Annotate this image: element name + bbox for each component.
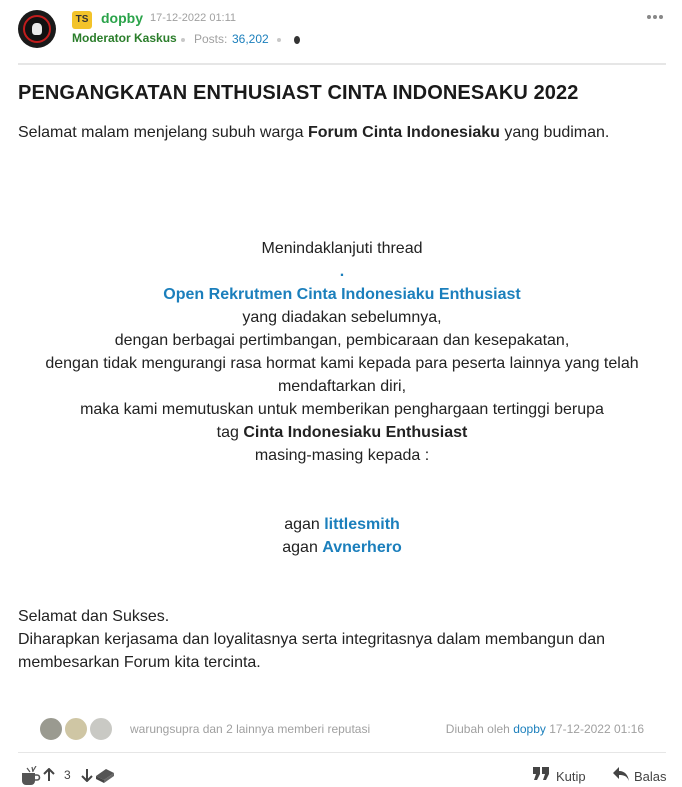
post-intro bbox=[18, 124, 609, 142]
separator-dot bbox=[181, 38, 185, 42]
closing-line: Selamat dan Sukses. bbox=[18, 608, 170, 625]
intro-prefix: Selamat malam menjelang subuh warga bbox=[18, 124, 308, 141]
quote-button[interactable]: Kutip bbox=[556, 769, 586, 784]
post-header bbox=[18, 8, 666, 58]
body-line: dengan berbagai pertimbangan, pembicaraan dan kesepakatan, bbox=[114, 332, 570, 349]
post-title: PENGANGKATAN ENTHUSIAST CINTA INDONESAKU 2022 bbox=[18, 82, 579, 104]
body-line: dengan tidak mengurangi rasa hormat kami kepada para peserta lainnya yang telah bbox=[45, 355, 639, 372]
intro-suffix: yang budiman. bbox=[499, 124, 610, 141]
reputation-avatar[interactable] bbox=[88, 716, 114, 742]
reply-button[interactable]: Balas bbox=[634, 769, 667, 784]
quote-icon[interactable] bbox=[532, 766, 550, 782]
body-line: tag Cinta Indonesiaku Enthusiast bbox=[216, 424, 468, 441]
post-timestamp: 17-12-2022 01:11 bbox=[150, 12, 237, 24]
closing-text bbox=[18, 605, 666, 674]
user-avatar[interactable] bbox=[18, 10, 56, 48]
cendol-cup-icon[interactable] bbox=[20, 766, 42, 786]
reputation-text[interactable]: warungsupra dan 2 lainnya memberi reputasi bbox=[130, 722, 371, 736]
tag-name: Cinta Indonesiaku Enthusiast bbox=[243, 424, 468, 441]
ts-badge: TS bbox=[72, 11, 92, 29]
body-line: maka kami memutuskan untuk memberikan penghargaan tertinggi berupa bbox=[80, 401, 604, 418]
downvote-arrow-icon[interactable] bbox=[80, 768, 94, 782]
user-role: Moderator Kaskus bbox=[72, 31, 177, 45]
awardee-line: agan Avnerhero bbox=[282, 539, 402, 556]
footer-divider bbox=[18, 752, 666, 753]
body-line: mendaftarkan diri, bbox=[277, 378, 407, 395]
awardee-link-avnerhero[interactable]: Avnerhero bbox=[322, 539, 402, 556]
action-bar bbox=[18, 762, 666, 787]
bata-brick-icon[interactable] bbox=[94, 766, 116, 784]
thread-link[interactable]: Open Rekrutmen Cinta Indonesiaku Enthusiast bbox=[163, 286, 521, 303]
more-options-icon[interactable] bbox=[646, 12, 664, 22]
vote-count: 3 bbox=[64, 768, 71, 782]
reputation-avatar[interactable] bbox=[63, 716, 89, 742]
closing-line: Diharapkan kerjasama dan loyalitasnya serta integritasnya dalam membangun dan membesarkan Forum kita tercinta. bbox=[18, 631, 605, 671]
upvote-arrow-icon[interactable] bbox=[42, 768, 56, 782]
reputation-avatar[interactable] bbox=[38, 716, 64, 742]
header-divider bbox=[18, 63, 666, 65]
body-line: Menindaklanjuti thread bbox=[261, 240, 423, 257]
dot-link[interactable]: . bbox=[339, 263, 345, 280]
posts-label: Posts: bbox=[194, 32, 228, 46]
reply-icon[interactable] bbox=[612, 766, 630, 782]
username-link[interactable]: dopby bbox=[101, 10, 143, 26]
awardee-link-littlesmith[interactable]: littlesmith bbox=[324, 516, 400, 533]
forum-name: Forum Cinta Indonesiaku bbox=[307, 124, 500, 141]
posts-count[interactable]: 36,202 bbox=[232, 32, 269, 46]
announcement-body bbox=[18, 237, 666, 467]
body-line: yang diadakan sebelumnya, bbox=[242, 309, 442, 326]
editor-link[interactable]: dopby bbox=[513, 722, 546, 736]
reputation-row bbox=[38, 716, 666, 742]
awardee-line: agan littlesmith bbox=[284, 516, 400, 533]
body-line: masing-masing kepada : bbox=[254, 447, 430, 464]
online-status-icon bbox=[294, 36, 300, 44]
awardee-list bbox=[18, 513, 666, 559]
separator-dot bbox=[277, 38, 281, 42]
edited-info: Diubah oleh dopby 17-12-2022 01:16 bbox=[445, 722, 644, 736]
